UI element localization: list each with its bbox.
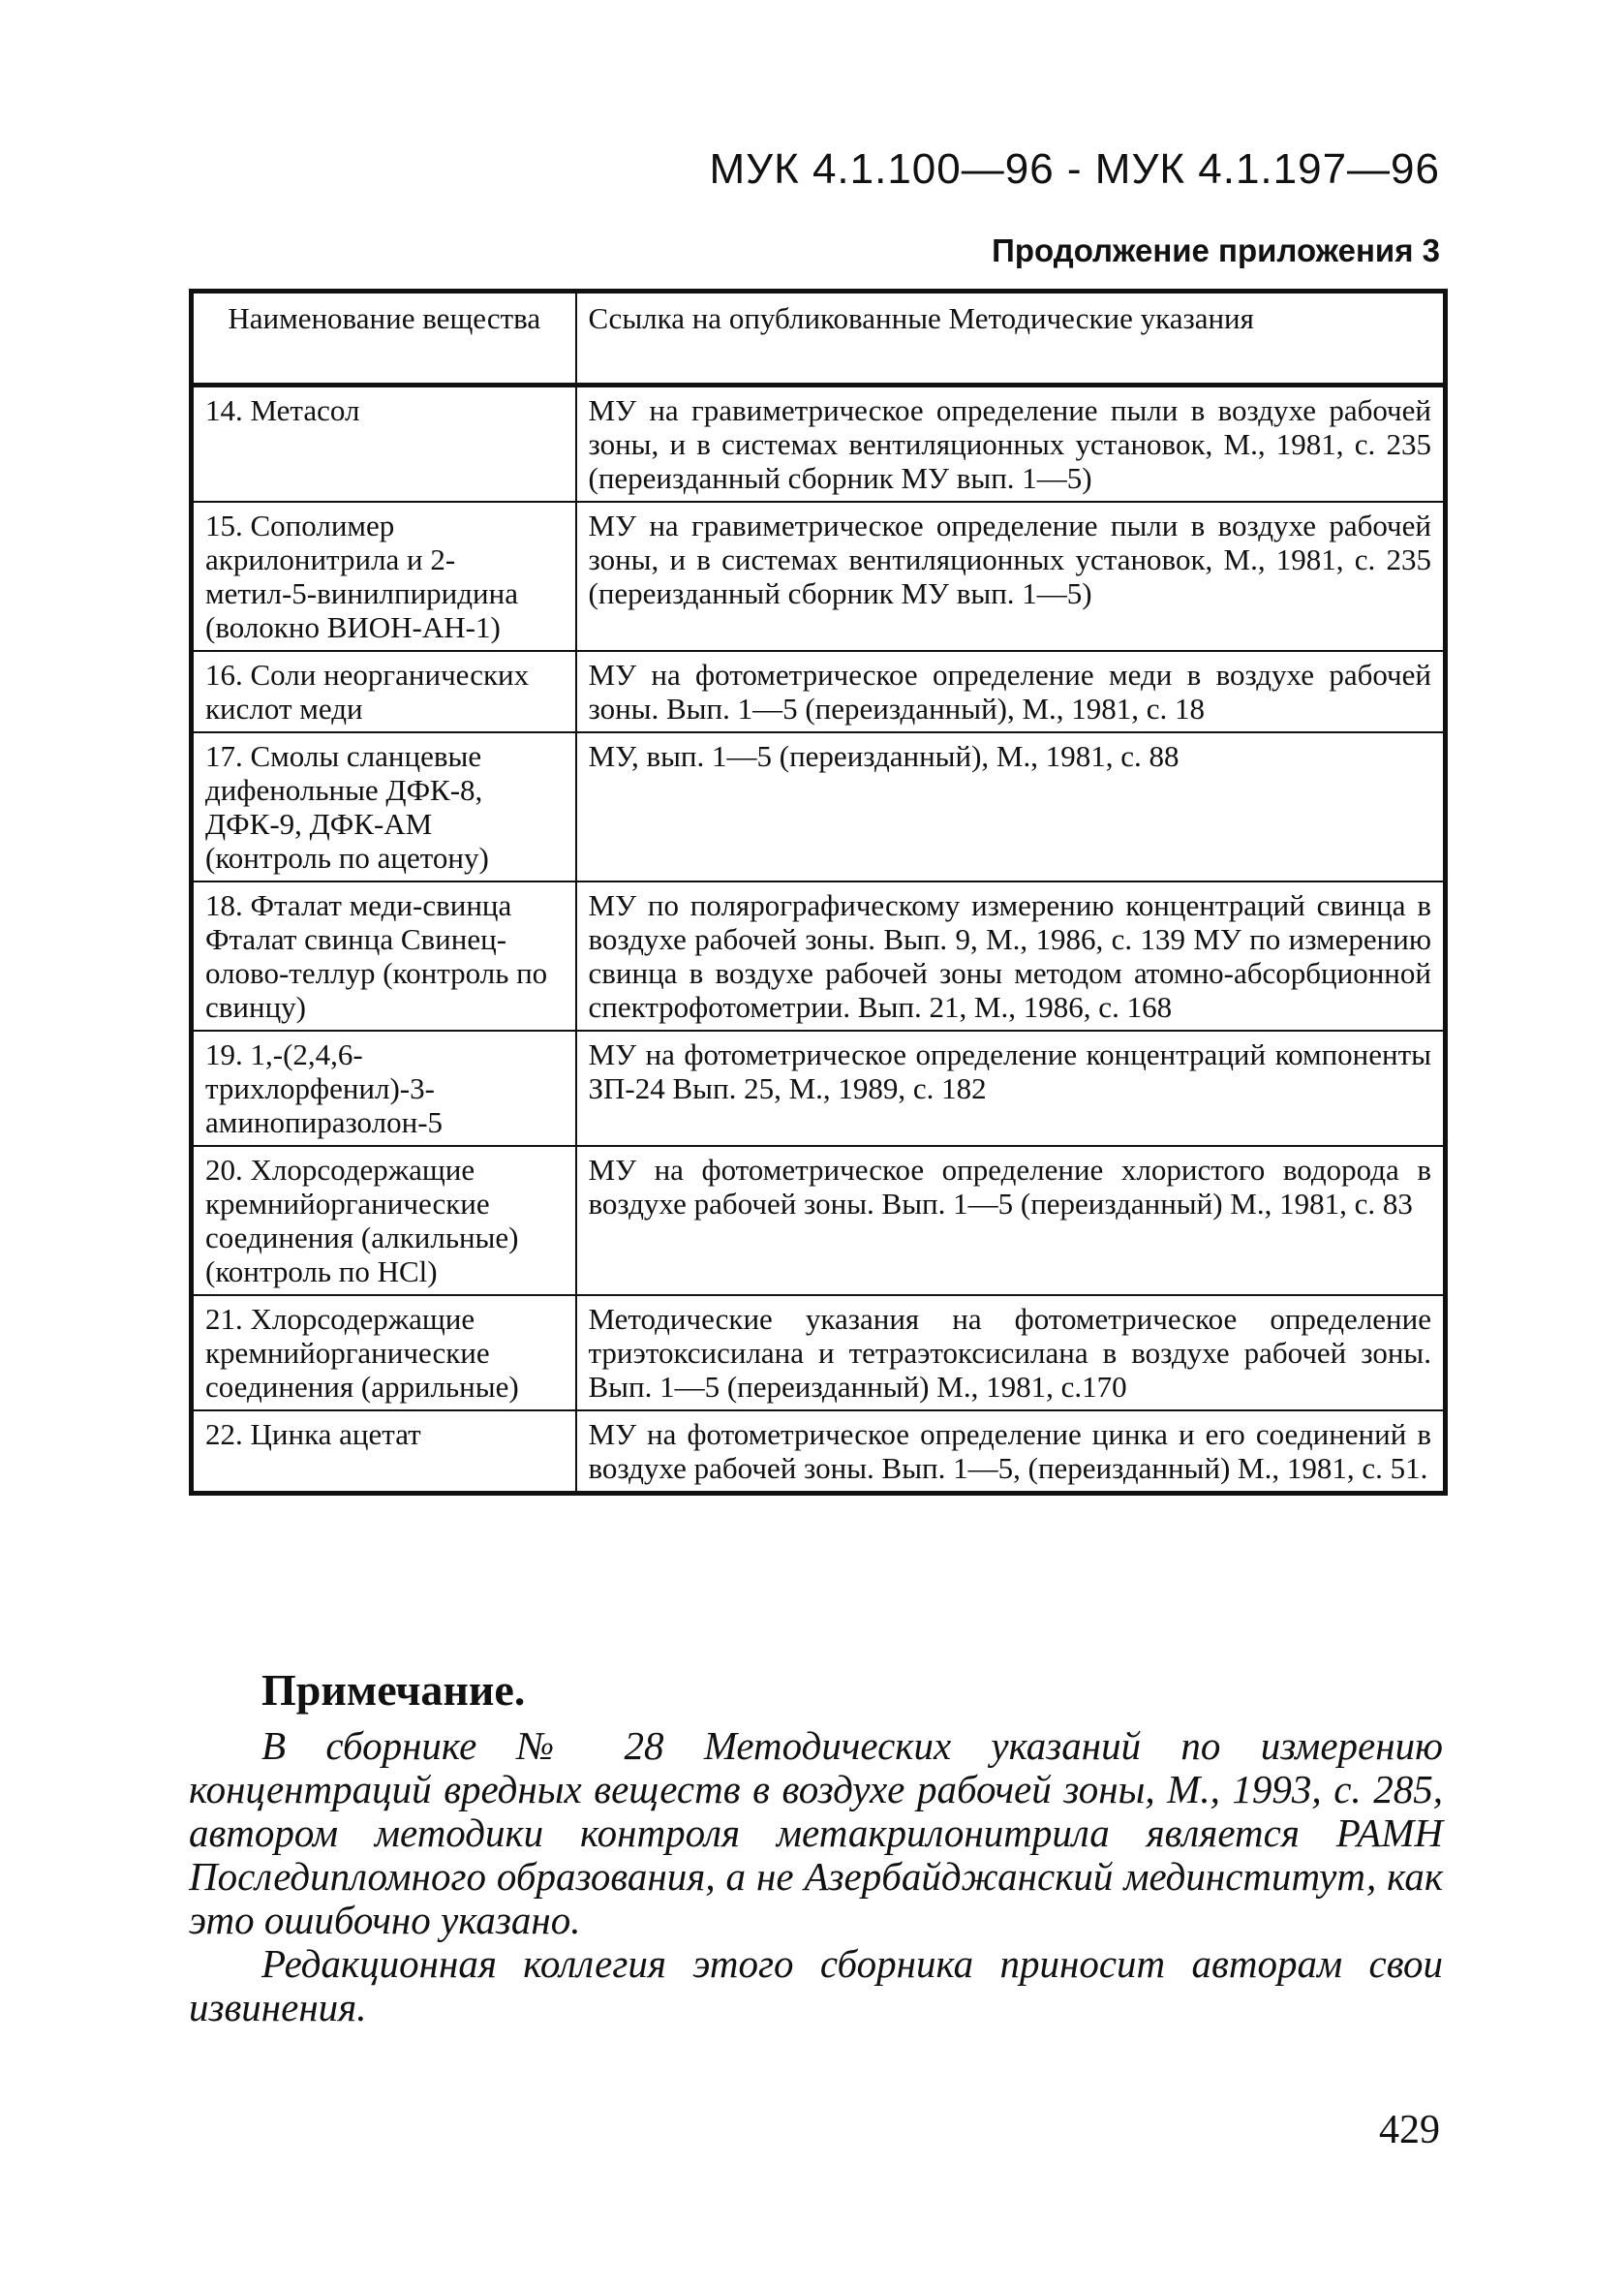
table-row bbox=[192, 882, 1446, 1031]
substance-cell: 18. Фталат меди-свинца Фталат свинца Свинец-олово-теллур (контроль по свинцу) bbox=[192, 882, 576, 1031]
note-title: Примечание. bbox=[261, 1665, 526, 1715]
substance-cell: 15. Сополимер акрилонитрила и 2-метил-5-винилпиридина (волокно ВИОН-АН-1) bbox=[192, 502, 576, 651]
page-number: 429 bbox=[1379, 2108, 1440, 2152]
note-paragraph: Редакционная коллегия этого сборника приносит авторам свои извинения. bbox=[189, 1941, 1443, 2029]
substance-cell: 20. Хлорсодержащие кремнийорганические соединения (алкильные) (контроль по HCl) bbox=[192, 1146, 576, 1295]
reference-cell: Методические указания на фотометрическое определение триэтоксисилана и тетраэтоксисилана в воздухе рабочей зоны. Вып. 1—5 (переизданный) М., 1981, с.170 bbox=[576, 1295, 1446, 1410]
reference-cell: МУ на гравиметрическое определение пыли в воздухе рабочей зоны, и в системах вентиляционных установок, М., 1981, с. 235 (переизданный сборник МУ вып. 1—5) bbox=[576, 386, 1446, 503]
table-row bbox=[192, 732, 1446, 882]
table-header-row bbox=[192, 292, 1446, 386]
substance-cell: 19. 1,-(2,4,6-трихлорфенил)-3-аминопиразолон-5 bbox=[192, 1031, 576, 1146]
table-row bbox=[192, 502, 1446, 651]
methods-reference-table bbox=[189, 289, 1448, 1496]
table-row bbox=[192, 386, 1446, 503]
reference-cell: МУ на фотометрическое определение концентраций компоненты ЗП-24 Вып. 25, М., 1989, с. 182 bbox=[576, 1031, 1446, 1146]
table-row bbox=[192, 1031, 1446, 1146]
table-row bbox=[192, 1410, 1446, 1494]
note-body bbox=[189, 1724, 1443, 2029]
substance-cell: 14. Метасол bbox=[192, 386, 576, 503]
reference-cell: МУ на фотометрическое определение меди в воздухе рабочей зоны. Вып. 1—5 (переизданный), М., 1981, с. 18 bbox=[576, 651, 1446, 732]
reference-cell: МУ на фотометрическое определение цинка и его соединений в воздухе рабочей зоны. Вып. 1—5, (переизданный) М., 1981, с. 51. bbox=[576, 1410, 1446, 1494]
reference-cell: МУ на гравиметрическое определение пыли в воздухе рабочей зоны, и в системах вентиляционных установок, М., 1981, с. 235 (переизданный сборник МУ вып. 1—5) bbox=[576, 502, 1446, 651]
substance-cell: 16. Соли неорганических кислот меди bbox=[192, 651, 576, 732]
substance-cell: 22. Цинка ацетат bbox=[192, 1410, 576, 1494]
reference-cell: МУ по полярографическому измерению концентраций свинца в воздухе рабочей зоны. Вып. 9, М., 1986, с. 139 МУ по измерению свинца в воздухе рабочей зоны методом атомно-абсорбционной спектрофотометрии. Вып. 21, М., 1986, с. 168 bbox=[576, 882, 1446, 1031]
substance-cell: 17. Смолы сланцевые дифенольные ДФК-8, ДФК-9, ДФК-АМ (контроль по ацетону) bbox=[192, 732, 576, 882]
substance-cell: 21. Хлорсодержащие кремнийорганические соединения (аррильные) bbox=[192, 1295, 576, 1410]
table-row bbox=[192, 651, 1446, 732]
document-code-header: МУК 4.1.100—96 - МУК 4.1.197—96 bbox=[709, 145, 1440, 193]
reference-cell: МУ, вып. 1—5 (переизданный), М., 1981, с. 88 bbox=[576, 732, 1446, 882]
column-header-reference: Ссылка на опубликованные Методические указания bbox=[576, 292, 1446, 386]
note-paragraph: В сборнике № 28 Методических указаний по измерению концентраций вредных веществ в воздухе рабочей зоны, М., 1993, с. 285, автором методики контроля метакрилонитрила является РАМН Последипломного образования, а не Азербайджанский мединститут, как это ошибочно указано. bbox=[189, 1723, 1443, 1942]
table-row bbox=[192, 1295, 1446, 1410]
appendix-continuation-label: Продолжение приложения 3 bbox=[992, 232, 1440, 268]
table-row bbox=[192, 1146, 1446, 1295]
column-header-substance: Наименование вещества bbox=[192, 292, 576, 386]
reference-cell: МУ на фотометрическое определение хлористого водорода в воздухе рабочей зоны. Вып. 1—5 (переизданный) М., 1981, с. 83 bbox=[576, 1146, 1446, 1295]
